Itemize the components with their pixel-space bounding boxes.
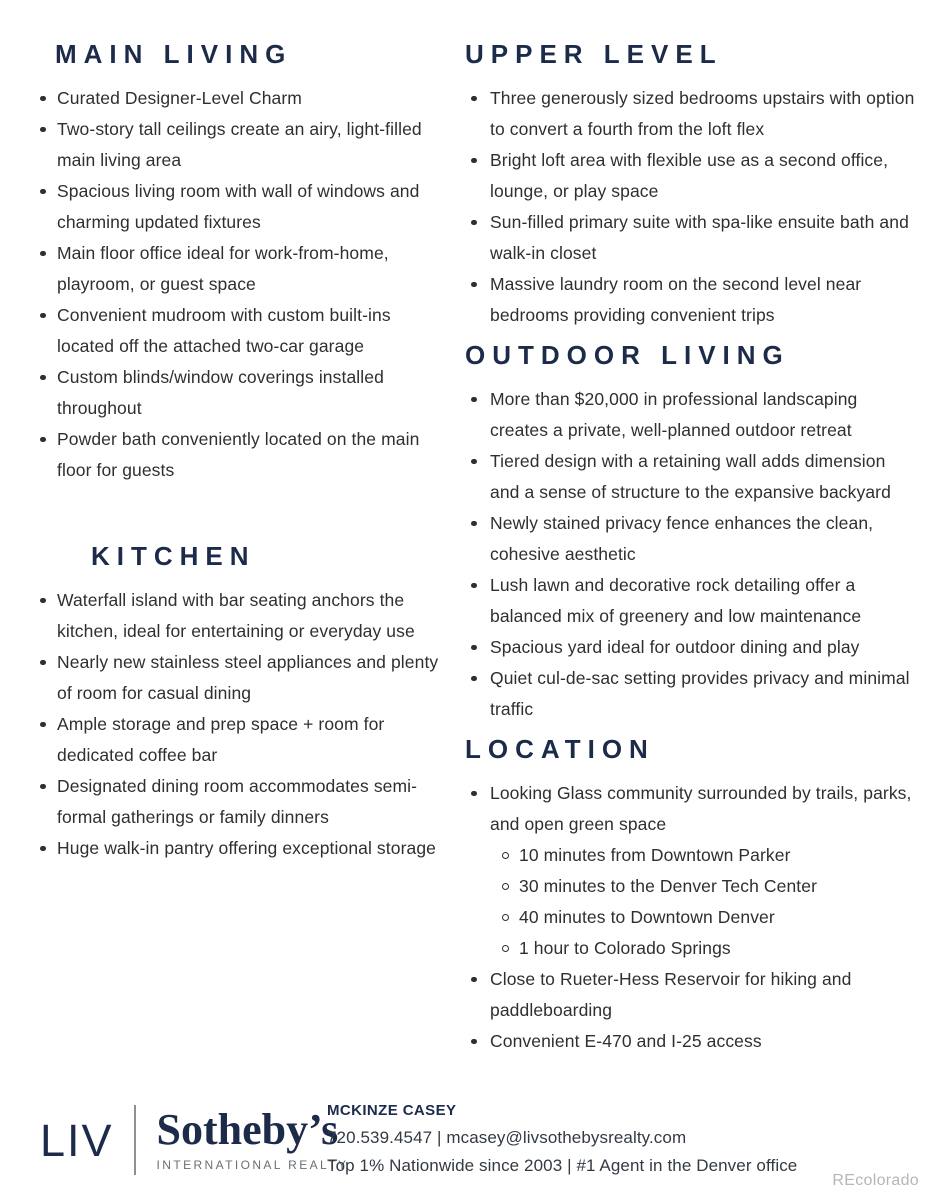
outdoor-living-list xyxy=(463,384,915,725)
sub-list-item: 40 minutes to Downtown Denver xyxy=(519,902,915,933)
upper-level-list xyxy=(463,83,915,331)
outdoor-living-title: OUTDOOR LIVING xyxy=(465,339,790,370)
list-item: Designated dining room accommodates semi-formal gatherings or family dinners xyxy=(57,771,449,833)
right-column xyxy=(463,40,915,1057)
section-outdoor-living xyxy=(463,341,915,725)
list-item: Three generously sized bedrooms upstairs with option to convert a fourth from the loft flex xyxy=(490,83,915,145)
sub-list-item: 30 minutes to the Denver Tech Center xyxy=(519,871,915,902)
list-item: Custom blinds/window coverings installed throughout xyxy=(57,362,449,424)
list-item: Quiet cul-de-sac setting provides privacy and minimal traffic xyxy=(490,663,915,725)
list-item: Main floor office ideal for work-from-home, playroom, or guest space xyxy=(57,238,449,300)
section-kitchen xyxy=(37,542,449,864)
main-living-list xyxy=(37,83,449,486)
sub-list-item: 1 hour to Colorado Springs xyxy=(519,933,915,964)
location-list xyxy=(463,778,915,1057)
sub-list xyxy=(490,840,915,964)
sothebys-logo-text: Sotheby’s xyxy=(156,1105,339,1154)
logo-divider-line xyxy=(134,1105,136,1175)
list-item: Lush lawn and decorative rock detailing offer a balanced mix of greenery and low maintenance xyxy=(490,570,915,632)
liv-logo-text: LIV xyxy=(40,1114,114,1166)
section-main-living xyxy=(37,40,449,486)
list-item: Looking Glass community surrounded by trails, parks, and open green space 10 minutes from Downtown Parker 30 minutes to the Denver Tech Center 40 minutes to Downtown Denver 1 hour to Colorado Springs xyxy=(490,778,915,964)
section-upper-level xyxy=(463,40,915,331)
list-item: Spacious living room with wall of windows and charming updated fixtures xyxy=(57,176,449,238)
sothebys-logo-stack xyxy=(156,1105,349,1172)
list-item: Newly stained privacy fence enhances the clean, cohesive aesthetic xyxy=(490,508,915,570)
list-item: Sun-filled primary suite with spa-like ensuite bath and walk-in closet xyxy=(490,207,915,269)
sub-list-item: 10 minutes from Downtown Parker xyxy=(519,840,915,871)
list-item: Powder bath conveniently located on the main floor for guests xyxy=(57,424,449,486)
list-item: Spacious yard ideal for outdoor dining and play xyxy=(490,632,915,663)
list-item: Convenient E-470 and I-25 access xyxy=(490,1026,915,1057)
list-item: More than $20,000 in professional landscaping creates a private, well-planned outdoor retreat xyxy=(490,384,915,446)
location-title: LOCATION xyxy=(465,733,655,764)
main-living-title: MAIN LIVING xyxy=(55,39,293,69)
agent-name: MCKINZE CASEY xyxy=(327,1102,457,1119)
list-item: Close to Rueter-Hess Reservoir for hiking and paddleboarding xyxy=(490,964,915,1026)
list-item: Ample storage and prep space + room for dedicated coffee bar xyxy=(57,709,449,771)
brokerage-logo xyxy=(40,1105,348,1175)
list-item: Huge walk-in pantry offering exceptional storage xyxy=(57,833,449,864)
list-item: Bright loft area with flexible use as a second office, lounge, or play space xyxy=(490,145,915,207)
upper-level-title: UPPER LEVEL xyxy=(465,39,723,69)
agent-contact: 720.539.4547 | mcasey@livsothebysrealty.com xyxy=(327,1128,687,1147)
list-item: Two-story tall ceilings create an airy, light-filled main living area xyxy=(57,114,449,176)
agent-tagline: Top 1% Nationwide since 2003 | #1 Agent in the Denver office xyxy=(327,1156,798,1175)
list-item: Curated Designer-Level Charm xyxy=(57,83,449,114)
kitchen-list xyxy=(37,585,449,864)
list-item: Massive laundry room on the second level near bedrooms providing convenient trips xyxy=(490,269,915,331)
list-item: Waterfall island with bar seating anchors the kitchen, ideal for entertaining or everyday use xyxy=(57,585,449,647)
list-item: Nearly new stainless steel appliances and plenty of room for casual dining xyxy=(57,647,449,709)
list-item: Convenient mudroom with custom built-ins located off the attached two-car garage xyxy=(57,300,449,362)
kitchen-title: KITCHEN xyxy=(91,540,256,571)
international-realty-label: INTERNATIONAL REALTY xyxy=(156,1158,349,1172)
agent-info-block xyxy=(327,1102,797,1184)
section-location xyxy=(463,735,915,1057)
recolorado-watermark: REcolorado xyxy=(832,1172,919,1189)
left-column xyxy=(37,40,449,864)
list-item: Tiered design with a retaining wall adds dimension and a sense of structure to the expansive backyard xyxy=(490,446,915,508)
